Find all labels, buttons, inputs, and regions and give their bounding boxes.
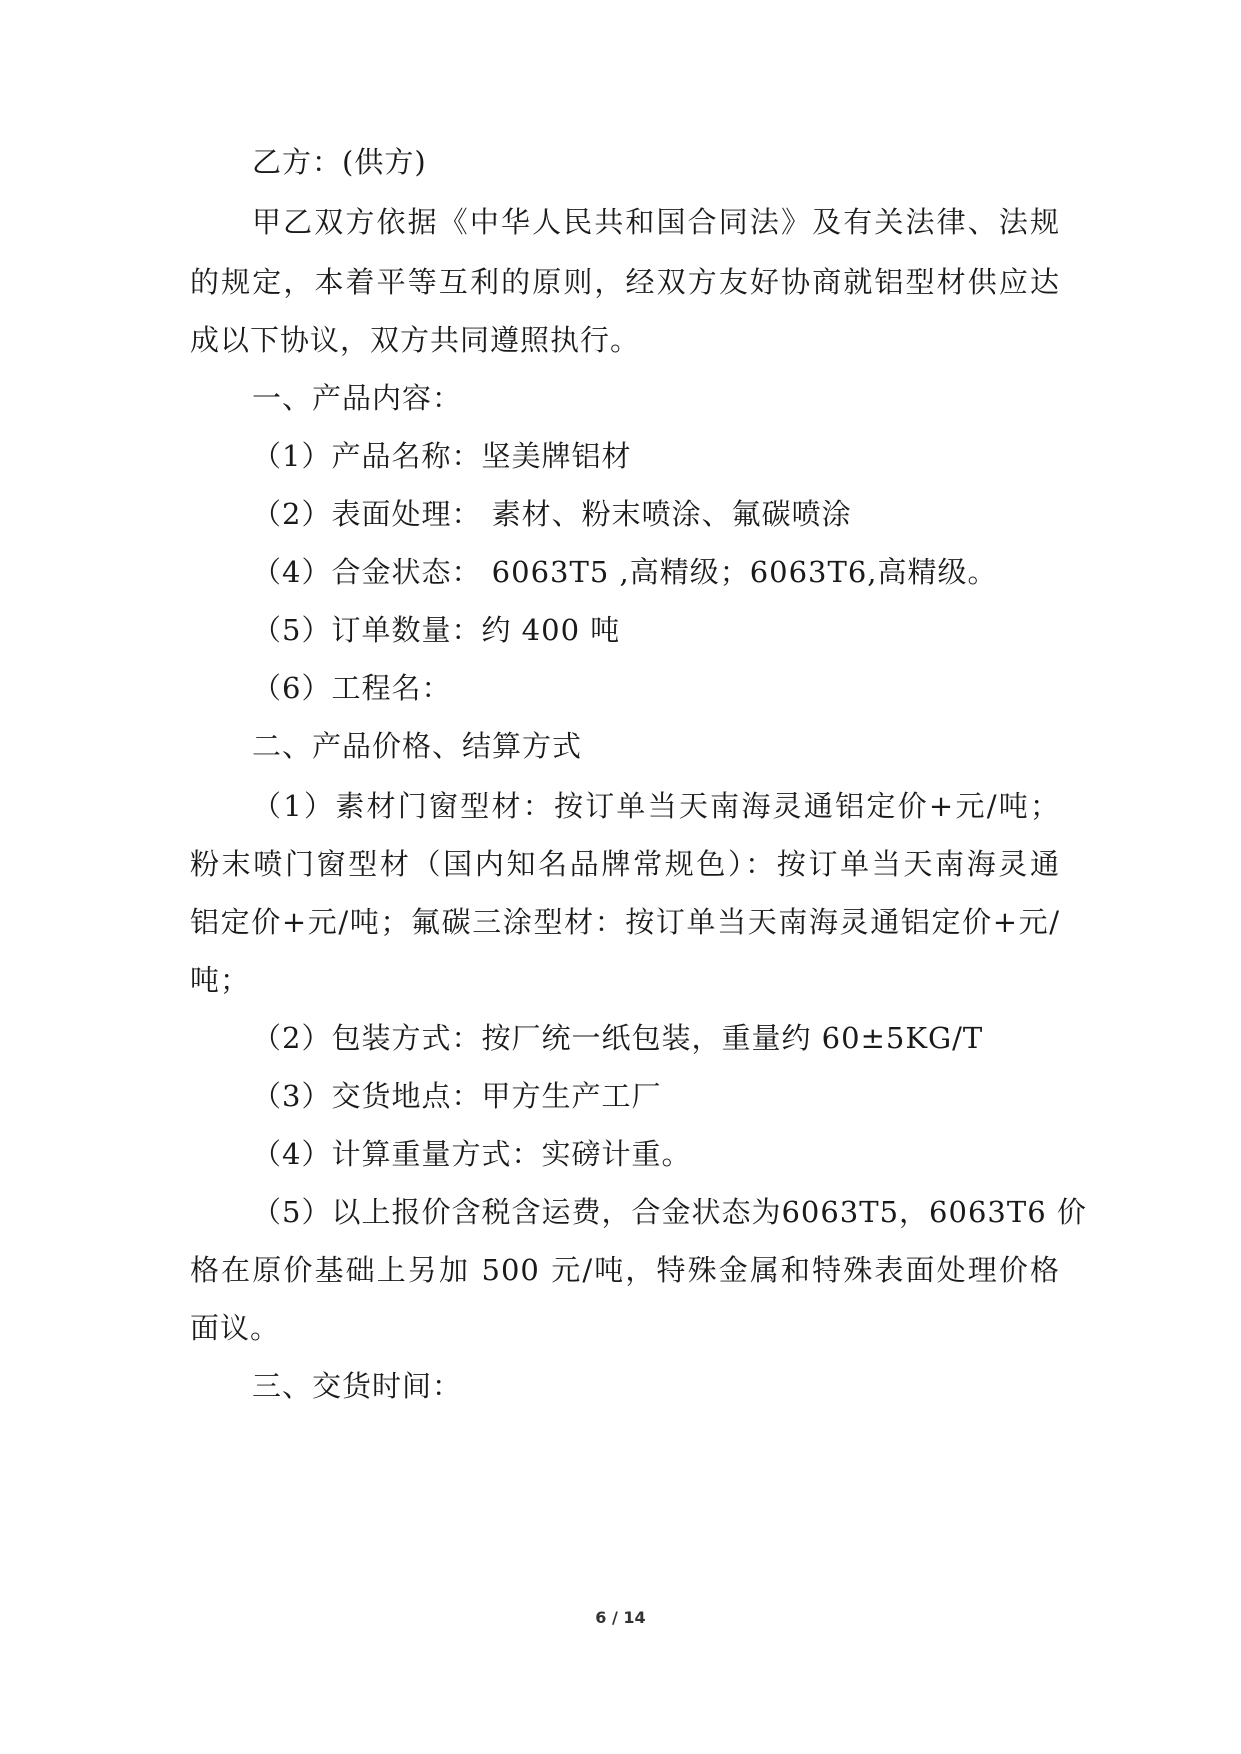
paragraph-line: 格在原价基础上另加 500 元/吨，特殊金属和特殊表面处理价格: [190, 1253, 1060, 1287]
paragraph-line: 甲乙双方依据《中华人民共和国合同法》及有关法律、法规: [252, 205, 1060, 239]
list-item: （4）计算重量方式：实磅计重。: [252, 1137, 692, 1171]
paragraph-line: 面议。: [190, 1311, 281, 1345]
list-item: （6）工程名：: [252, 671, 452, 705]
list-item: （4）合金状态： 6063T5 ,高精级；6063T6,高精级。: [252, 555, 998, 589]
list-item: （3）交货地点：甲方生产工厂: [252, 1079, 662, 1113]
list-item: （1）产品名称：坚美牌铝材: [252, 439, 632, 473]
page-number: 6 / 14: [595, 1608, 646, 1627]
paragraph-line: 的规定，本着平等互利的原则，经双方友好协商就铝型材供应达: [190, 265, 1060, 299]
section-heading: 一、产品内容：: [252, 381, 463, 415]
section-heading: 二、产品价格、结算方式: [252, 729, 583, 763]
party-b-line: 乙方：(供方): [252, 145, 427, 179]
paragraph-line: 吨；: [190, 963, 251, 997]
paragraph-line: 铝定价+元/吨；氟碳三涂型材：按订单当天南海灵通铝定价+元/: [190, 905, 1060, 939]
paragraph-line: （5）以上报价含税含运费，合金状态为6063T5，6063T6 价: [252, 1195, 1087, 1229]
section-heading: 三、交货时间：: [252, 1369, 463, 1403]
list-item: （2）包装方式：按厂统一纸包装，重量约 60±5KG/T: [252, 1021, 984, 1055]
list-item: （5）订单数量：约 400 吨: [252, 613, 621, 647]
paragraph-line: 粉末喷门窗型材（国内知名品牌常规色）：按订单当天南海灵通: [190, 847, 1060, 881]
list-item: （2）表面处理： 素材、粉末喷涂、氟碳喷涂: [252, 497, 852, 531]
paragraph-line: 成以下协议，双方共同遵照执行。: [190, 323, 641, 357]
paragraph-line: （1）素材门窗型材：按订单当天南海灵通铝定价+元/吨；: [252, 789, 1060, 823]
